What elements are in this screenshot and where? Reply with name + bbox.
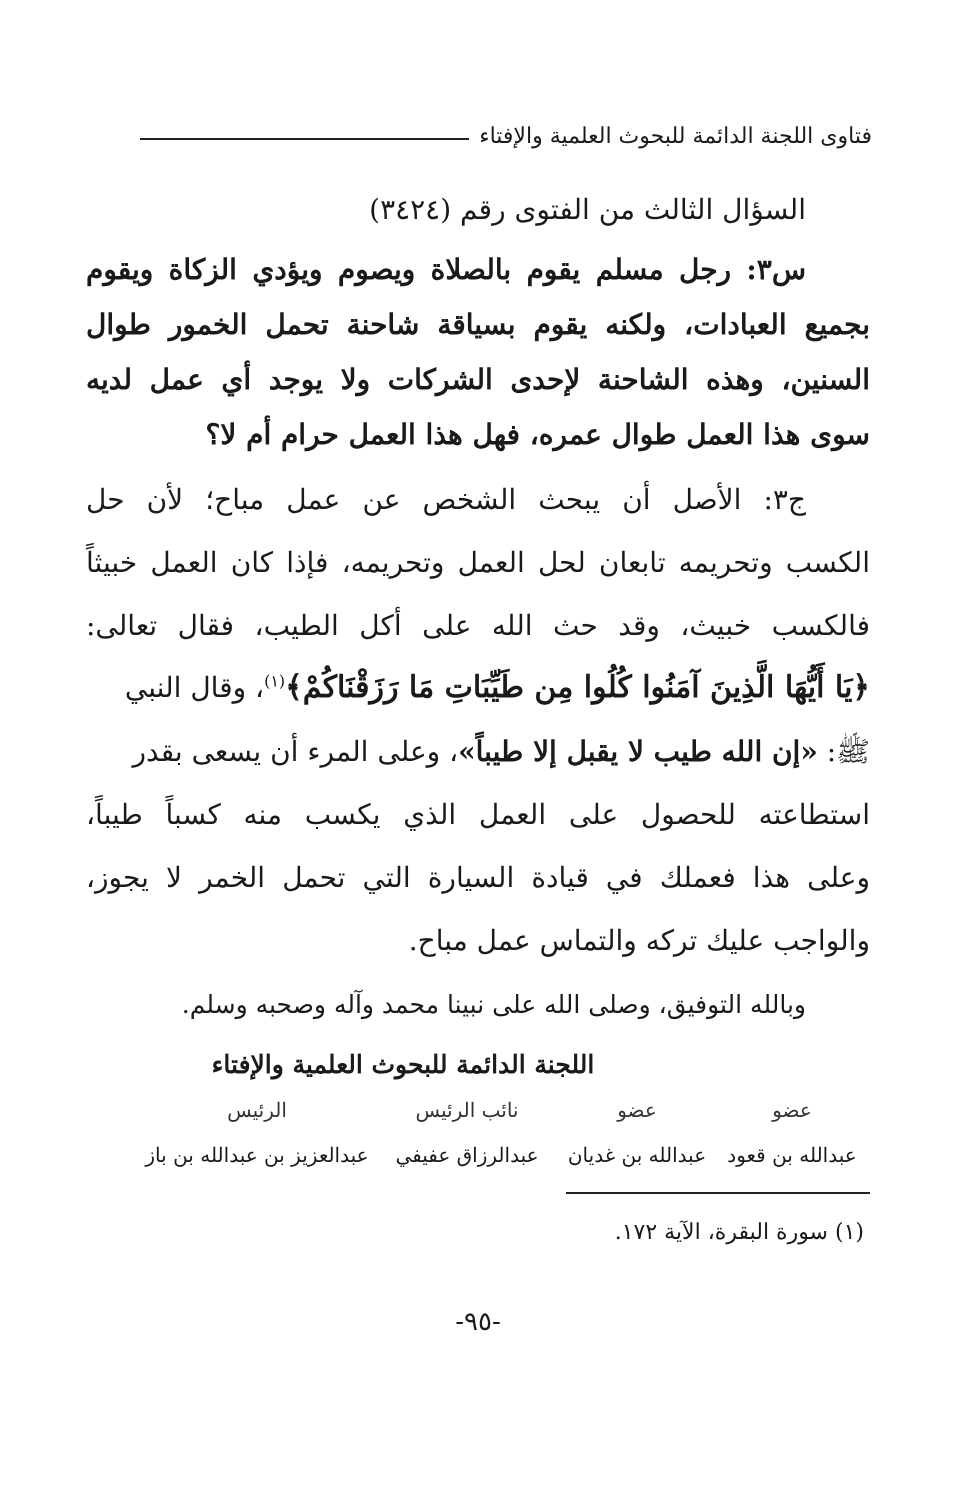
answer-line-2: الكسب وتحريمه تابعان لحل العمل وتحريمه، فإذا كان العمل خبيثاً <box>86 546 870 579</box>
question-label: س٣: <box>746 253 806 286</box>
closing-text: وبالله التوفيق، وصلى الله على نبينا محمد وآله وصحبه وسلم. <box>181 990 806 1019</box>
member-2 <box>562 1095 712 1175</box>
answer-line-1: ج٣: الأصل أن يبحث الشخص عن عمل مباح؛ لأن حل <box>86 483 806 516</box>
member-role: الرئيس <box>227 1098 287 1122</box>
footnote-rule <box>566 1192 870 1194</box>
committee-members <box>140 1095 862 1175</box>
answer-line-7: وعلى هذا فعملك في قيادة السيارة التي تحمل الخمر لا يجوز، <box>86 861 870 894</box>
header-title: فتاوى اللجنة الدائمة للبحوث العلمية والإفتاء <box>479 123 872 149</box>
answer-line-4 <box>86 668 870 708</box>
answer-line-6: استطاعته للحصول على العمل الذي يكسب منه كسباً طيباً، <box>86 798 870 831</box>
after-verse-text: ، وقال النبي <box>124 671 265 704</box>
page-number: -٩٥- <box>455 1307 501 1337</box>
member-role: عضو <box>617 1098 657 1122</box>
question-text-1: رجل مسلم يقوم بالصلاة ويصوم ويؤدي الزكاة ويقوم <box>86 253 732 286</box>
member-name: عبدالرزاق عفيفي <box>395 1143 539 1167</box>
after-hadith-text: ، وعلى المرء أن يسعى بقدر <box>132 735 459 768</box>
running-header <box>140 116 872 156</box>
member-3 <box>382 1095 552 1175</box>
member-1 <box>722 1095 862 1175</box>
question-line-3: السنين، وهذه الشاحنة لإحدى الشركات ولا يوجد أي عمل لديه <box>86 363 870 396</box>
footnote-marker: (١) <box>264 671 286 691</box>
question-line-2: بجميع العبادات، ولكنه يقوم بسياقة شاحنة تحمل الخمور طوال <box>86 308 870 341</box>
member-name: عبدالله بن قعود <box>727 1143 857 1167</box>
committee-name: اللجنة الدائمة للبحوث العلمية والإفتاء <box>211 1050 595 1079</box>
quran-verse: ﴿يَا أَيُّهَا الَّذِينَ آمَنُوا كُلُوا مِن طَيِّبَاتِ مَا رَزَقْنَاكُمْ﴾ <box>285 670 870 705</box>
answer-line-8: والواجب عليك تركه والتماس عمل مباح. <box>408 924 870 957</box>
prophet-salutation: ﷺ: <box>826 735 870 768</box>
hadith-text: «إن الله طيب لا يقبل إلا طيباً» <box>458 735 818 768</box>
fatwa-intro: السؤال الثالث من الفتوى رقم (٣٤٢٤) <box>369 193 806 226</box>
question-line-4: سوى هذا العمل طوال عمره، فهل هذا العمل حرام أم لا؟ <box>205 418 870 451</box>
member-4 <box>142 1095 372 1175</box>
member-name: عبدالله بن غديان <box>567 1143 707 1167</box>
member-role: عضو <box>772 1098 812 1122</box>
member-name: عبدالعزيز بن عبدالله بن باز <box>145 1143 369 1167</box>
answer-line-5 <box>86 732 870 772</box>
member-role: نائب الرئيس <box>415 1098 519 1122</box>
question-line-1 <box>86 250 806 290</box>
footnote: (١) سورة البقرة، الآية ١٧٢. <box>614 1220 864 1245</box>
header-rule <box>140 138 469 140</box>
answer-line-3: فالكسب خبيث، وقد حث الله على أكل الطيب، فقال تعالى: <box>86 609 870 642</box>
